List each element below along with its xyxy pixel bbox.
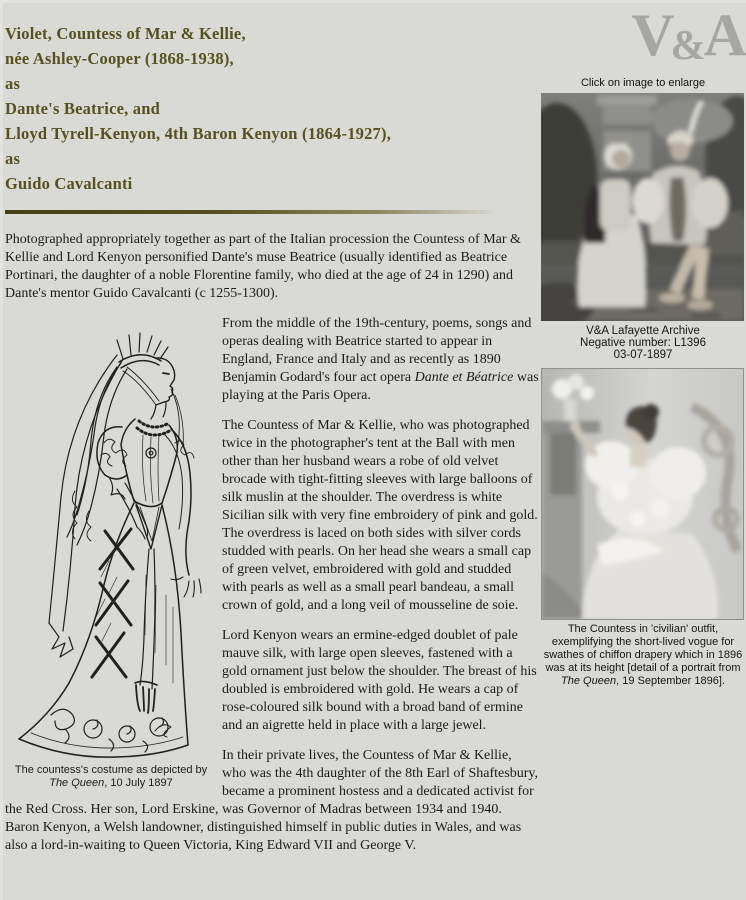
- intro-paragraph: Photographed appropriately together as part of the Italian procession the Countess of Mar & Kellie and Lord Kenyon personified Dante's muse Beatrice (usually identified as Beatrice Portinari, the daughter of a noble Florentine family, who died at the age of 24 in 1290) and Dante's mentor Guido Cavalcanti (c 1255-1300).: [5, 232, 521, 301]
- paragraph-opera-text: From the middle of the 19th-century, poems, songs and operas dealing with Beatrice started to appear in England, France and Italy and as recently as 1890 Benjamin Godard's four act opera: [222, 316, 532, 385]
- engraving-caption-text: The countess's costume as depicted by: [14, 764, 208, 776]
- photo-costume-pair-image: [541, 93, 744, 321]
- costume-engraving-figure: [5, 331, 217, 790]
- title-line: Violet, Countess of Mar & Kellie,: [5, 24, 246, 43]
- title-line: née Ashley-Cooper (1868-1938),: [5, 49, 234, 68]
- paragraph-kenyon-costume: Lord Kenyon wears an ermine-edged doublet of pale mauve silk, with large open sleeves, fastened with a gold ornament just below the shoulder. The breast of his doubled is embroidered with gold. He wears a cap of rose-coloured silk bound with a broad band of ermine and an aigrette held in place with a large jewel.: [222, 628, 537, 733]
- title-line: as: [5, 149, 21, 168]
- photo1-caption-line: Negative number: L1396: [580, 337, 706, 349]
- costume-engraving-illustration: [5, 331, 217, 761]
- opera-title-italic: Dante et Béatrice: [414, 370, 514, 385]
- va-logo-v: V: [631, 2, 671, 68]
- page-title: [5, 21, 541, 196]
- engraving-caption: [5, 764, 217, 790]
- enlarge-hint: Click on image to enlarge: [580, 77, 706, 89]
- title-line: as: [5, 74, 21, 93]
- paragraph-private-lives: In their private lives, the Countess of Mar & Kellie, who was the 4th daughter of the 8th Earl of Shaftesbury, became a prominent hostess and a dedicated activist for the Red Cross. Her son, Lord Erskine, was Governor of Madras between 1934 and 1940. Baron Kenyon, a Welsh landowner, distinguished himself in public duties in Wales, and was also a lord-in-waiting to Queen Victoria, King Edward VII and George V.: [5, 748, 538, 853]
- photo1-caption: [541, 325, 745, 361]
- engraving-caption-italic: The Queen: [49, 777, 105, 789]
- va-logo-a: A: [703, 2, 743, 68]
- title-line: Lloyd Tyrell-Kenyon, 4th Baron Kenyon (1864-1927),: [5, 124, 392, 143]
- photo1-caption-line: V&A Lafayette Archive: [586, 325, 700, 337]
- photo-countess-civilian[interactable]: [541, 368, 744, 620]
- paragraph-countess-costume: The Countess of Mar & Kellie, who was photographed twice in the photographer's tent at the Ball with men other than her husband wears a robe of old velvet brocade with tight-fitting sleeves with large balloons of silk muslin at the shoulder. The overdress is white Sicilian silk with very fine embroidery of pink and gold. The overdress is laced on both sides with silver cords studded with pearls. On her head she wears a small cap of green velvet, embroidered with gold and studded with pearls as well as a small pearl bandeau, a small crown of gold, and a long veil of mousseline de soie.: [222, 418, 538, 613]
- title-divider: [5, 210, 537, 214]
- photo-countess-civilian-image: [542, 369, 743, 619]
- photo-column: [541, 0, 746, 855]
- va-logo-ampersand: &: [670, 23, 704, 69]
- va-logo[interactable]: [541, 2, 745, 72]
- paragraph-opera-tail: was playing at the Paris Opera.: [222, 370, 539, 403]
- photo2-caption: [541, 623, 745, 688]
- photo-costume-pair[interactable]: [541, 93, 744, 321]
- photo2-caption-text: The Countess in 'civilian' outfit, exemplifying the short-lived vogue for swathes of chiffon drapery which in 1896 was at its height [detail of a portrait from: [543, 623, 743, 674]
- title-line: Dante's Beatrice, and: [5, 99, 160, 118]
- engraving-caption-tail: , 10 July 1897: [104, 777, 173, 789]
- title-line: Guido Cavalcanti: [5, 174, 133, 193]
- photo2-caption-italic: The Queen: [561, 675, 617, 687]
- photo1-caption-line: 03-07-1897: [613, 349, 673, 361]
- photo2-caption-tail: , 19 September 1896].: [616, 675, 725, 687]
